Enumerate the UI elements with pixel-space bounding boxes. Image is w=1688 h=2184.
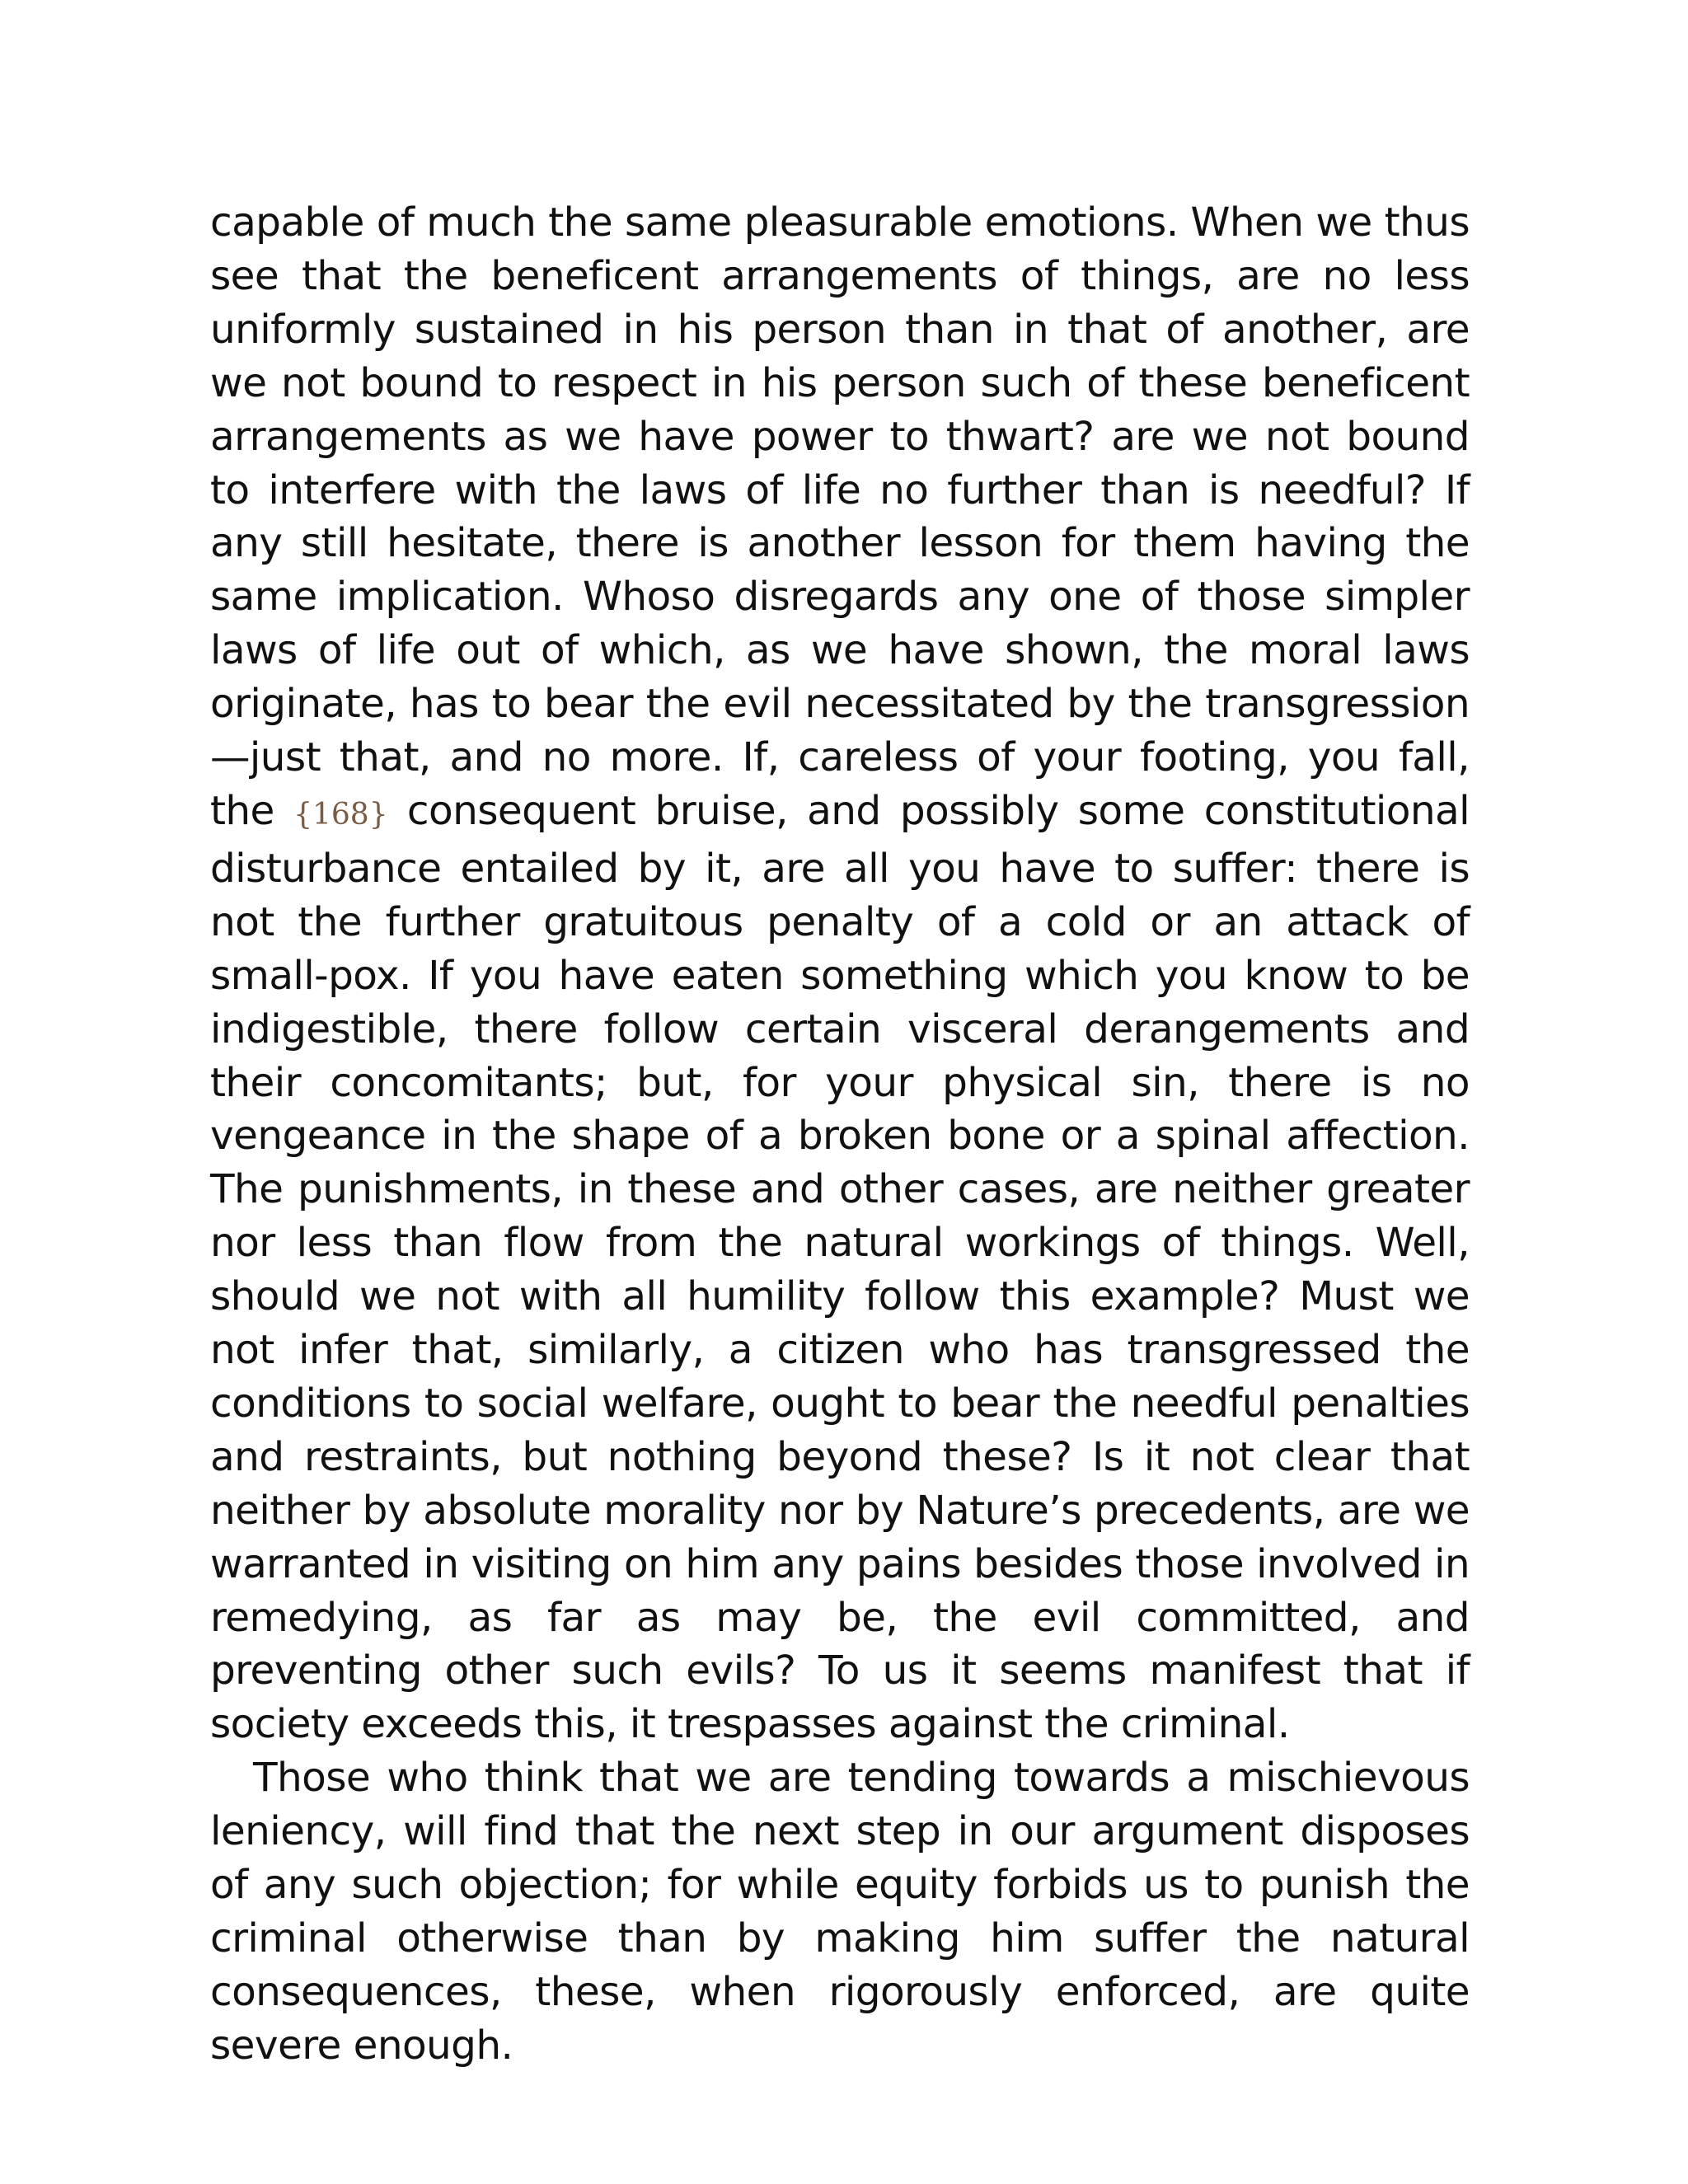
page-number-marker: {168} bbox=[293, 797, 388, 832]
paragraph-text: capable of much the same pleasurable emotions. When we thus see that the beneficent arrangements of things, are no less uniformly sustained in his person than in that of another, are we not bound to respect in his person such of these beneficent arrangements as we have power to thwart? are we not bound to interfere with the laws of life no further than is needful? If any still hesitate, there is another lesson for them having the same implication. Whoso disregards any one of those simpler laws of life out of which, as we have shown, the moral laws originate, has to bear the evil necessitated by the transgression—just that, and no more. If, careless of your footing, you fall, the bbox=[210, 199, 1470, 834]
paragraph: Those who think that we are tending towards a mischievous leniency, will find that the next step in our argument disposes of any such objection; for while equity forbids us to punish the criminal otherwise than by making him suffer the natural consequences, these, when rigorously enforced, are quite severe enough. bbox=[210, 1755, 1470, 2069]
book-page bbox=[210, 196, 1470, 2073]
paragraph-text: consequent bruise, and possibly some constitutional disturbance entailed by it, are all you have to suffer: there is not the further gratuitous penalty of a cold or an attack of small-pox. If you have eaten something which you know to be indigestible, there follow certain visceral derangements and their concomitants; but, for your physical sin, there is no vengeance in the shape of a broken bone or a spinal affection. The punishments, in these and other cases, are neither greater nor less than flow from the natural workings of things. Well, should we not with all humility follow this example? Must we not infer that, similarly, a citizen who has transgressed the conditions to social welfare, ought to bear the needful penalties and restraints, but nothing beyond these? Is it not clear that neither by absolute morality nor by Nature’s precedents, are we warranted in visiting on him any pains besides those involved in remedying, as far as may be, the evil committed, and preventing other such evils? To us it seems manifest that if society exceeds this, it trespasses against the criminal. bbox=[210, 787, 1470, 1748]
paragraph bbox=[210, 196, 1470, 1751]
